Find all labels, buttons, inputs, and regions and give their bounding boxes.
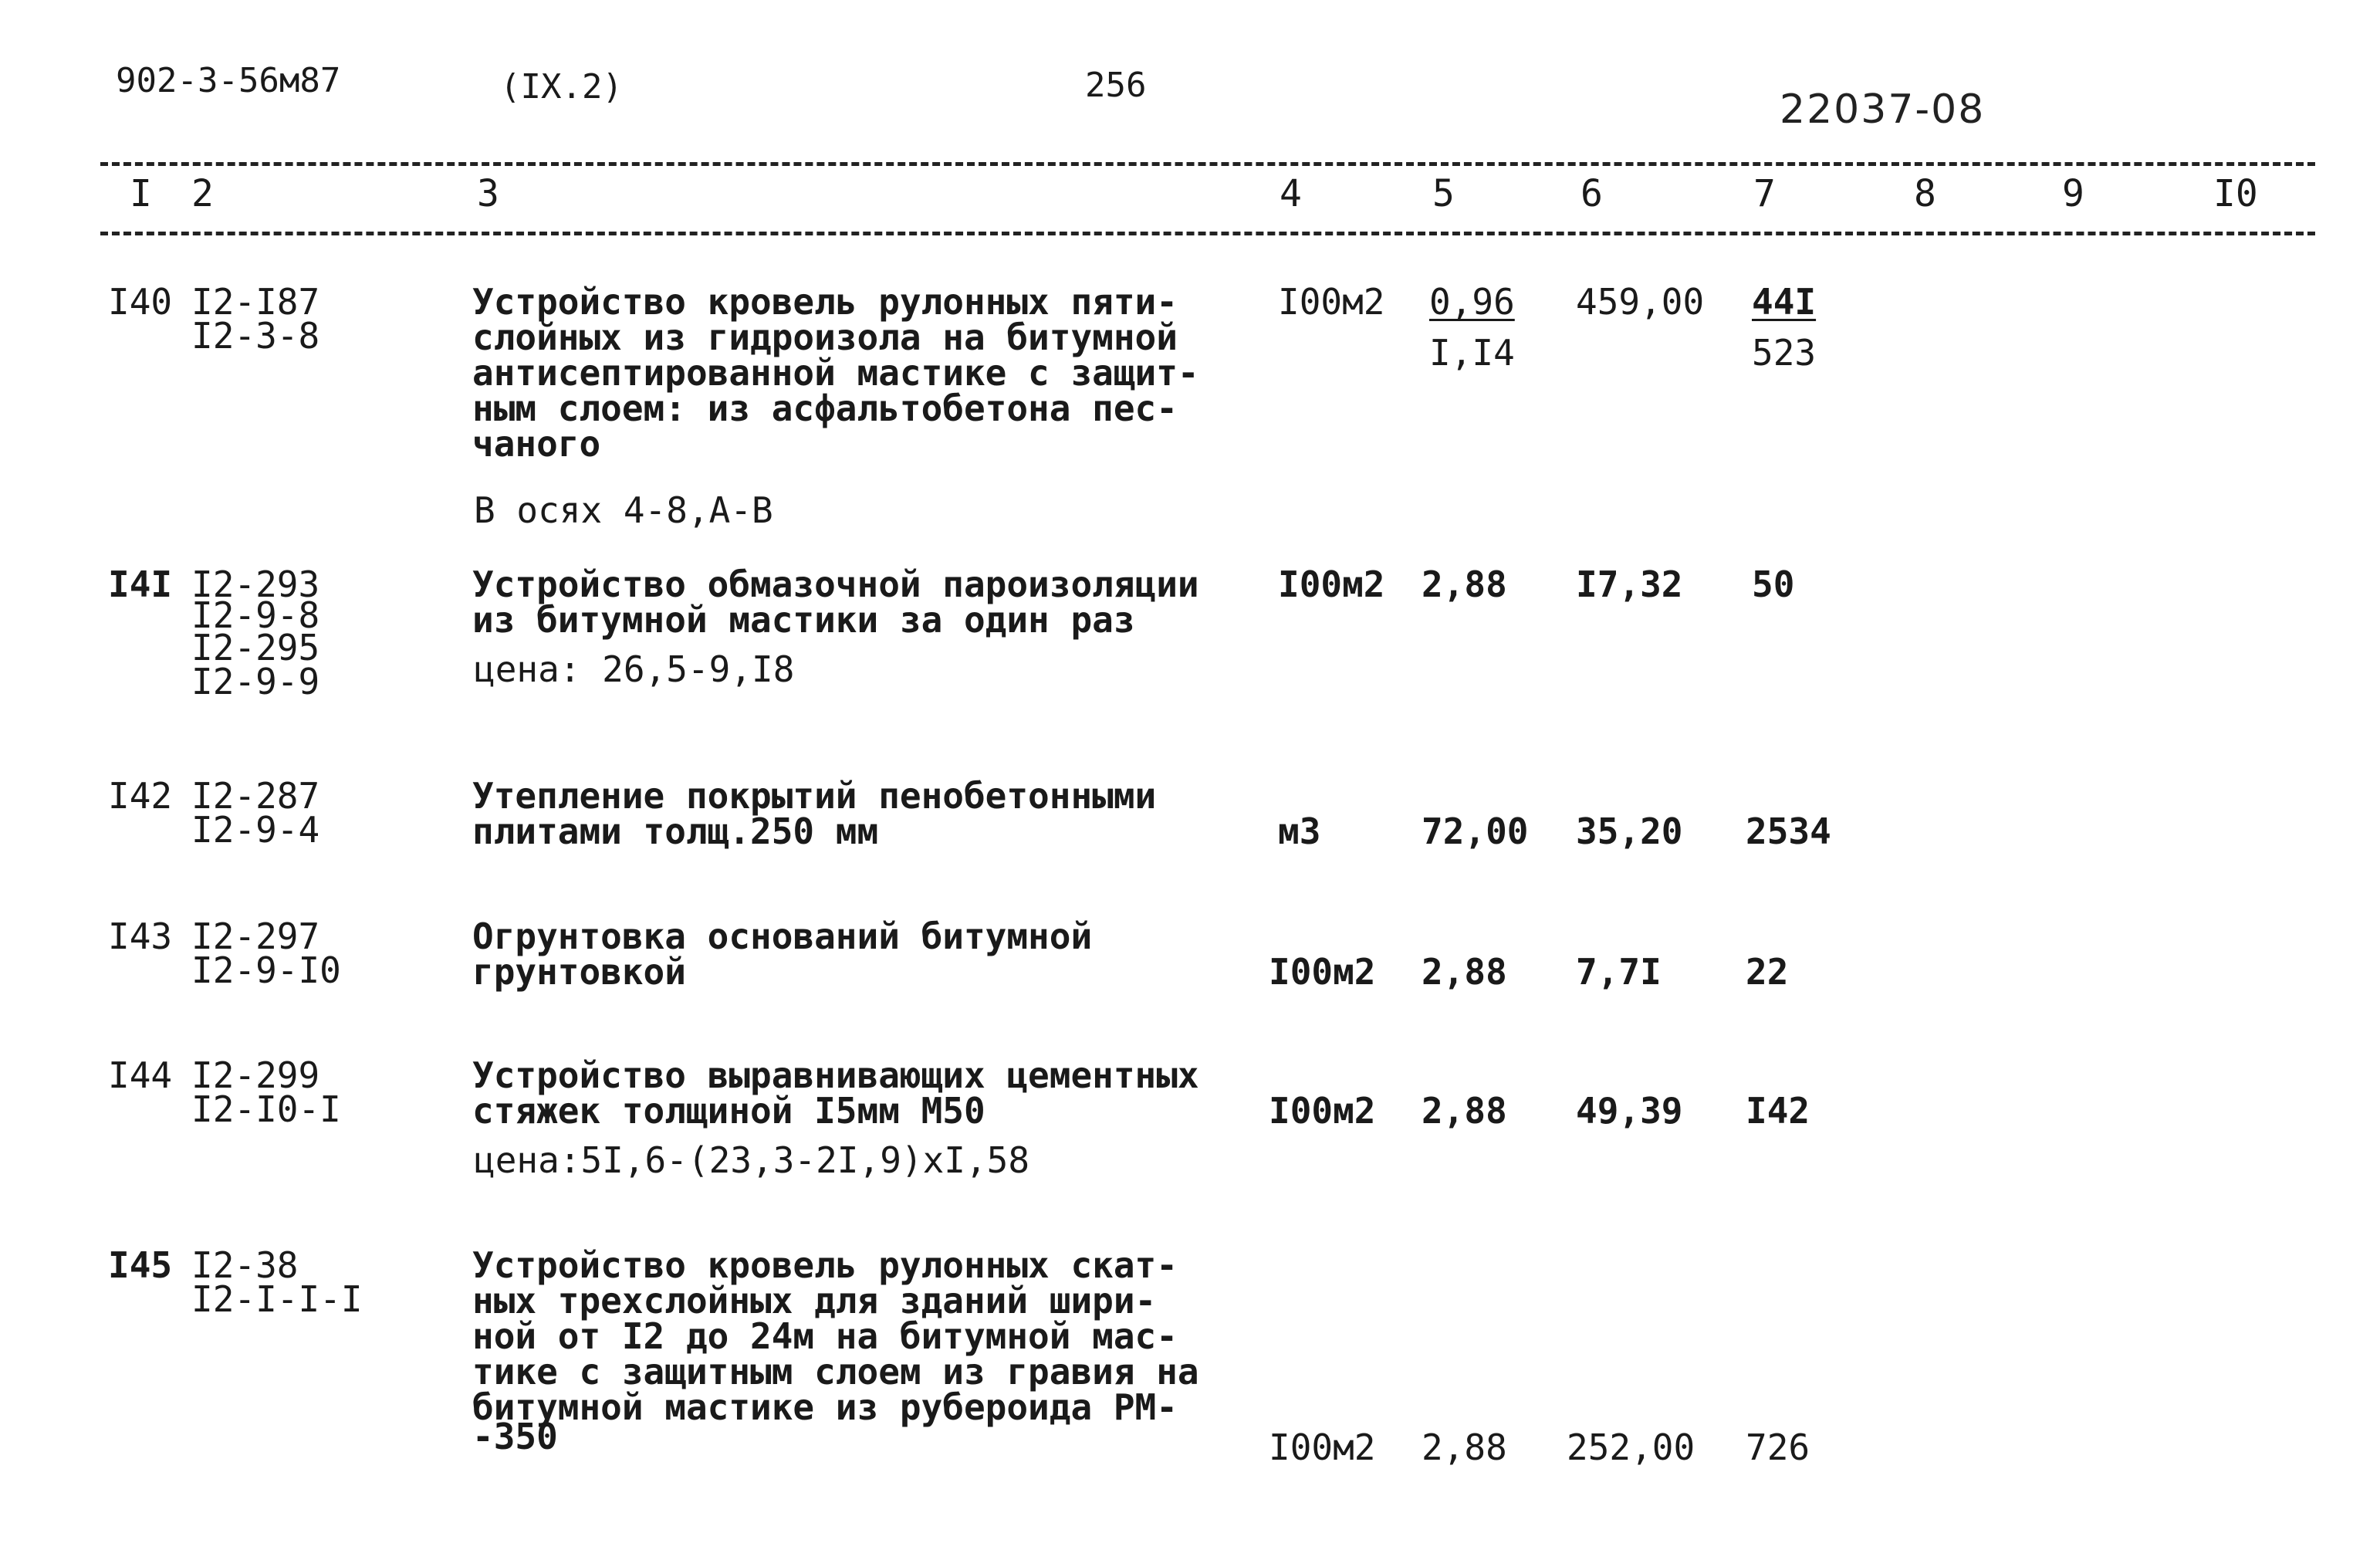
row-number: I4I [108,563,173,605]
norm-code: I2-38 [191,1244,299,1286]
unit-price: 49,39 [1576,1090,1683,1132]
norm-code: I2-297 [191,915,320,957]
norm-code: I2-299 [191,1054,320,1096]
norm-code: I2-287 [191,775,320,817]
quantity-numerator: 0,96 [1429,281,1515,323]
unit-price: 252,00 [1567,1426,1695,1468]
column-header-10: I0 [2213,172,2258,215]
norm-code: I2-293 [191,563,320,605]
column-header-9: 9 [2062,172,2084,215]
column-header-8: 8 [1914,172,1936,215]
document-code: 902-3-56м87 [116,61,341,100]
row-number: I43 [108,915,173,957]
unit-price: 35,20 [1576,811,1683,852]
norm-code: I2-9-I0 [191,949,341,991]
dashed-rule-bottom [100,232,2315,235]
unit: I00м2 [1278,281,1385,323]
unit: м3 [1278,811,1321,852]
total: 50 [1752,563,1795,605]
column-header-4: 4 [1280,172,1302,215]
unit: I00м2 [1269,1426,1376,1468]
total-numerator: 44I [1752,281,1817,323]
work-description-line: плитами толщ.250 мм [472,811,879,852]
total: 726 [1746,1426,1810,1468]
work-description-line: Устройство выравнивающих цементных [472,1054,1199,1096]
work-description-line: ных трехслойных для зданий шири- [472,1280,1157,1322]
section-label: (IX.2) [500,67,623,107]
work-description-line: тике с защитным слоем из гравия на [472,1351,1199,1393]
work-description-line: из битумной мастики за один раз [472,599,1135,641]
work-description-line: стяжек толщиной I5мм М50 [472,1090,985,1132]
quantity: 2,88 [1422,1090,1507,1132]
row-number: I45 [108,1244,173,1286]
column-header-7: 7 [1753,172,1776,215]
row-number: I40 [108,281,173,323]
column-header-6: 6 [1580,172,1603,215]
column-header-5: 5 [1432,172,1455,215]
quantity: 2,88 [1422,563,1507,605]
price-formula: цена:5I,6-(23,3-2I,9)хI,58 [474,1139,1030,1181]
quantity-denominator: I,I4 [1429,332,1515,374]
total: I42 [1746,1090,1810,1132]
unit: I00м2 [1278,563,1385,605]
column-header-1: I [130,172,152,215]
total: 2534 [1746,811,1831,852]
quantity: 2,88 [1422,951,1507,993]
archive-stamp: 22037-08 [1780,86,1986,133]
work-description-line: ным слоем: из асфальтобетона пес- [472,388,1178,429]
unit-price: I7,32 [1576,563,1683,605]
dashed-rule-top [100,162,2315,166]
norm-code: I2-I87 [191,281,320,323]
norm-code: I2-I0-I [191,1088,341,1130]
work-description-line: чаного [472,423,601,465]
page-number: 256 [1085,66,1147,105]
norm-code: I2-295 [191,627,320,668]
unit-price: 7,7I [1576,951,1662,993]
work-description-line: битумной мастике из рубероида РМ- [472,1386,1178,1428]
work-description-line: -350 [472,1416,558,1457]
work-description-line: слойных из гидроизола на битумной [472,316,1178,358]
axis-note: В осях 4-8,А-В [474,489,773,531]
row-number: I44 [108,1054,173,1096]
work-description-line: Устройство кровель рулонных скат- [472,1244,1178,1286]
work-description-line: Утепление покрытий пенобетонными [472,775,1157,817]
unit: I00м2 [1269,1090,1376,1132]
norm-code: I2-I-I-I [191,1278,363,1320]
quantity: 2,88 [1422,1426,1507,1468]
column-header-2: 2 [191,172,214,215]
work-description-line: Устройство кровель рулонных пяти- [472,281,1178,323]
work-description-line: ной от I2 до 24м на битумной мас- [472,1315,1178,1357]
work-description-line: Устройство обмазочной пароизоляции [472,563,1199,605]
column-header-3: 3 [477,172,499,215]
row-number: I42 [108,775,173,817]
price-formula: цена: 26,5-9,I8 [474,648,795,690]
work-description-line: Огрунтовка оснований битумной [472,915,1093,957]
work-description-line: антисептированной мастике с защит- [472,352,1199,394]
norm-code: I2-9-9 [191,661,320,702]
norm-code: I2-9-8 [191,594,320,636]
norm-code: I2-3-8 [191,315,320,357]
quantity: 72,00 [1422,811,1529,852]
total-denominator: 523 [1752,332,1817,374]
unit: I00м2 [1269,951,1376,993]
total: 22 [1746,951,1789,993]
norm-code: I2-9-4 [191,809,320,851]
work-description-line: грунтовкой [472,951,686,993]
unit-price: 459,00 [1576,281,1705,323]
